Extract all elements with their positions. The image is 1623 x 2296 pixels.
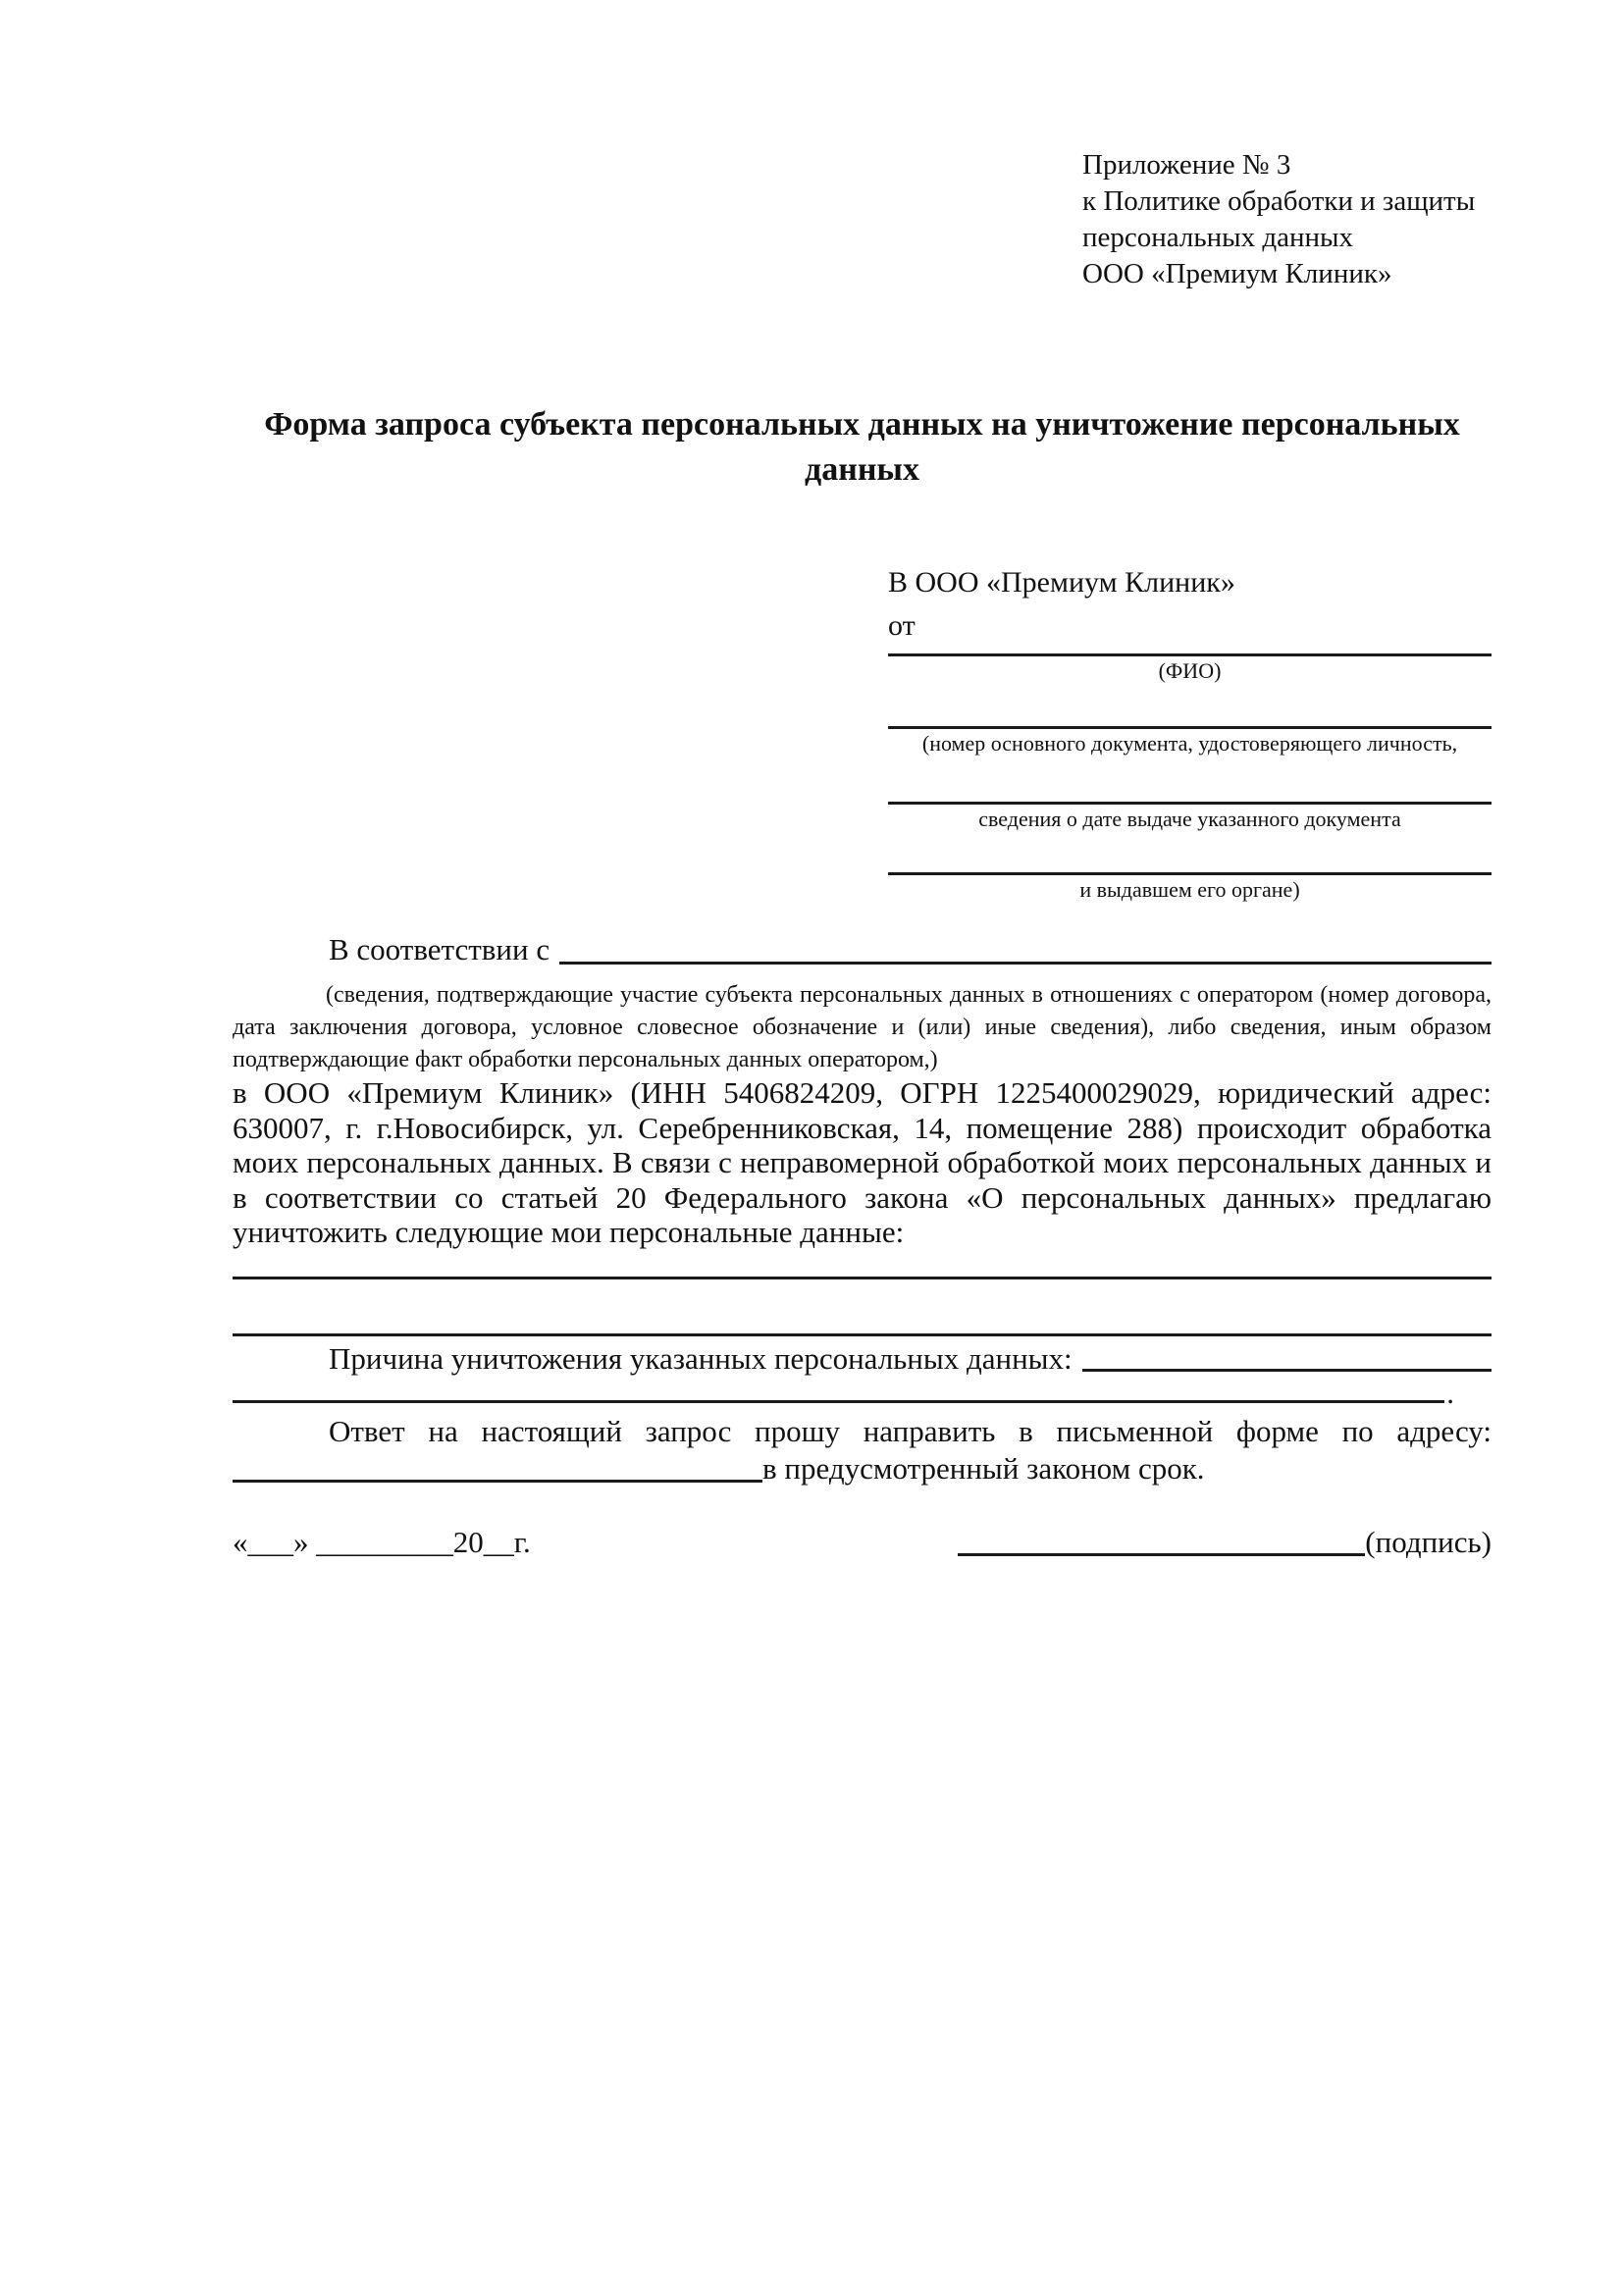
data-blank-line-1: [233, 1223, 1492, 1279]
document-issuer-blank-line: [888, 832, 1492, 875]
document-number-caption: (номер основного документа, удостоверяющего личность,: [921, 731, 1458, 756]
appendix-header-line: ООО «Премиум Клиник»: [1082, 258, 1392, 289]
document-issue-date-blank-line: [888, 757, 1492, 805]
date-field: «___» _________20__г.: [233, 1525, 531, 1559]
addressee-block: [888, 561, 1492, 903]
reason-blank-line: [1082, 1340, 1492, 1372]
reason-continuation-row: [233, 1378, 1454, 1409]
fio-caption: (ФИО): [1158, 658, 1222, 683]
appendix-header: [1082, 147, 1475, 292]
answer-address-blank-line: [233, 1449, 762, 1483]
accordance-row: [233, 930, 1492, 969]
fio-blank-line: [888, 648, 1492, 656]
addressee-from-label: от: [888, 609, 916, 642]
accordance-note: (сведения, подтверждающие участие субъекта персональных данных в отношениях с оператором (номер договора, дата заключения договора, условное словесное обозначение и (или) иные сведения), либо сведения, иным образом подтверждающие факт обработки персональных данных оператором,): [233, 982, 1492, 1072]
document-issue-date-caption: сведения о дате выдаче указанного документа: [978, 807, 1401, 831]
document-issuer-caption: и выдавшем его органе): [1079, 877, 1300, 902]
appendix-header-line: персональных данных: [1082, 222, 1354, 253]
data-blank-line-2: [233, 1279, 1492, 1336]
document-number-blank-line: [888, 684, 1492, 729]
signature-caption: (подпись): [1365, 1525, 1492, 1559]
addressee-to: В ООО «Премиум Клиник»: [888, 566, 1235, 599]
trailing-period: .: [1446, 1376, 1454, 1410]
form-title: Форма запроса субъекта персональных данных на уничтожение персональных данных: [264, 406, 1460, 488]
reason-row: [233, 1340, 1492, 1378]
answer-address-row: [233, 1449, 1492, 1488]
signature-blank-line: [958, 1523, 1365, 1556]
lower-section: [233, 1223, 1492, 1488]
reason-continuation-blank-line: [233, 1378, 1444, 1403]
main-paragraph: в ООО «Премиум Клиник» (ИНН 5406824209, ОГРН 1225400029029, юридический адрес: 630007, г. г.Новосибирск, ул. Серебренниковская, 14, помещение 288) происходит обработка моих персональных данных. В связи с неправомерной обработкой моих персональных данных и в соответствии со статьей 20 Федерального закона «О персональных данных» предлагаю уничтожить следующие мои персональные данные:: [233, 1075, 1492, 1249]
reason-label: Причина уничтожения указанных персональных данных:: [329, 1341, 1073, 1376]
accordance-blank-line: [559, 930, 1492, 965]
accordance-label: В соответствии с: [329, 932, 550, 966]
answer-tail: в предусмотренный законом срок.: [762, 1451, 1205, 1486]
date-signature-row: [233, 1523, 1492, 1562]
answer-sentence: Ответ на настоящий запрос прошу направить в письменной форме по адресу:: [329, 1414, 1492, 1448]
appendix-header-line: Приложение № 3: [1082, 149, 1291, 181]
appendix-header-line: к Политике обработки и защиты: [1082, 185, 1476, 217]
signature-group: [958, 1523, 1492, 1562]
